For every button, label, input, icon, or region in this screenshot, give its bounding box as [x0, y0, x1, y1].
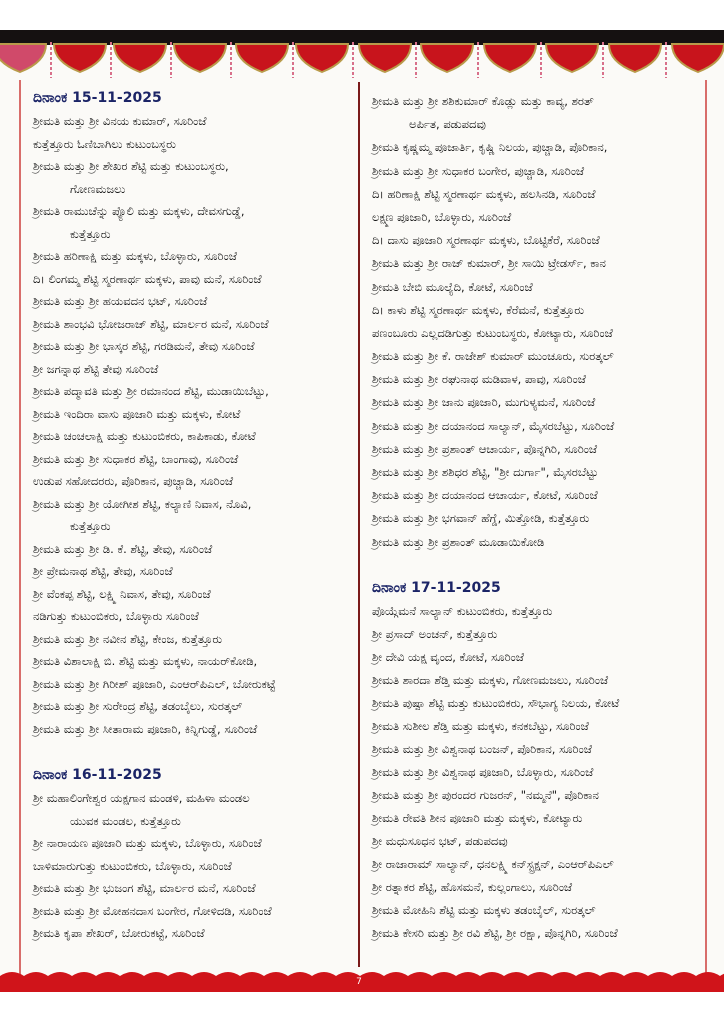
donor-entry: ಶ್ರೀಮತಿ ಮತ್ತು ಶ್ರೀ ವಿಶ್ವನಾಥ ಪೂಜಾರಿ, ಬೊಳ್ಳಾರು, ಸೂರಿಂಜೆ [372, 765, 594, 779]
donor-entry: ಶ್ರೀಮತಿ ಮತ್ತು ಶ್ರೀ ಸುರೇಂದ್ರ ಶೆಟ್ಟಿ, ತಡಂಬೈಲು, ಸುರತ್ಕಲ್ [33, 699, 243, 713]
donor-entry: ಶ್ರೀಮತಿ ಚಂಚಲಾಕ್ಷಿ ಮತ್ತು ಕುಟುಂಬಿಕರು, ಕಾಪಿಕಾಡು, ಕೋಟೆ [33, 429, 256, 443]
scallop [421, 44, 473, 72]
donor-entry-continuation: ಕುತ್ತೆತ್ತೂರು [70, 226, 111, 241]
scallop [114, 44, 166, 72]
donor-entry: ಶ್ರೀಮತಿ ಮತ್ತು ಶ್ರೀ ಭುಜಂಗ ಶೆಟ್ಟಿ, ಮಾರ್ಲರ ಮನೆ, ಸೂರಿಂಜೆ [33, 881, 256, 895]
donor-entry: ಶ್ರೀಮತಿ ಶಾಂಭವಿ ಭೋಜರಾಜ್ ಶೆಟ್ಟಿ, ಮಾರ್ಲರ ಮನೆ, ಸೂರಿಂಜೆ [33, 316, 269, 331]
donor-entry: ದಿ। ದಾಸು ಪೂಜಾರಿ ಸ್ಮರಣಾರ್ಥ ಮಕ್ಕಳು, ಬೊಟ್ಟಿಕೆರೆ, ಸೂರಿಂಜೆ [372, 233, 600, 248]
donor-entry: ಶ್ರೀಮತಿ ಪುಷ್ಪಾ ಶೆಟ್ಟಿ ಮತ್ತು ಕುಟುಂಬಿಕರು, ಸೌಭಾಗ್ಯ ನಿಲಯ, ಕೋಟೆ [372, 696, 620, 710]
scallop [54, 44, 106, 72]
scallop [672, 44, 724, 72]
donor-entry: ಶ್ರೀಮತಿ ಮತ್ತು ಶ್ರೀ ವಿಶ್ವನಾಥ ಬಂಜನ್, ಪೊರಿಕಾನ, ಸೂರಿಂಜೆ [372, 742, 592, 756]
donor-entry: ಶ್ರೀಮತಿ ಮತ್ತು ಶ್ರೀ ರಾಜ್ ಕುಮಾರ್, ಶ್ರೀ ಸಾಯಿ ಟ್ರೇಡರ್ಸ್, ಕಾನ [372, 256, 606, 271]
donor-entry: ಶ್ರೀಮತಿ ಶಾರದಾ ಶೆಡ್ತಿ ಮತ್ತು ಮಕ್ಕಳು, ಗೋಣಮಜಲು, ಸೂರಿಂಜೆ [372, 673, 609, 687]
donor-entry: ಶ್ರೀ ಮಧುಸೂಧನ ಭಟ್, ಪಡುಪದವು [372, 834, 508, 848]
donor-entry: ಶ್ರೀಮತಿ ಮತ್ತು ಶ್ರೀ ನವೀನ ಶೆಟ್ಟಿ, ಕೇಂಜ, ಕುತ್ತೆತ್ತೂರು [33, 631, 223, 646]
date-heading: ದಿನಾಂಕ 17-11-2025 [372, 580, 501, 596]
donor-entry: ನಡಿಗುತ್ತು ಕುಟುಂಬಿಕರು, ಬೊಳ್ಳಾರು ಸೂರಿಂಜೆ [33, 609, 199, 623]
donor-entry: ಶ್ರೀಮತಿ ಕೇಸರಿ ಮತ್ತು ಶ್ರೀ ರವಿ ಶೆಟ್ಟಿ, ಶ್ರೀ ರಕ್ಷಾ, ಪೊನ್ನಗಿರಿ, ಸೂರಿಂಜೆ [372, 926, 618, 940]
scallop [236, 44, 288, 72]
donor-entry: ಶ್ರೀಮತಿ ಸುಶೀಲ ಶೆಡ್ತಿ ಮತ್ತು ಮಕ್ಕಳು, ಕನಕಬೆಟ್ಟು, ಸೂರಿಂಜೆ [372, 719, 589, 733]
donor-entry: ಶ್ರೀಮತಿ ಮತ್ತು ಶ್ರೀ ವಿನಯ ಕುಮಾರ್, ಸೂರಿಂಜೆ [33, 114, 207, 128]
donor-entry: ಶ್ರೀಮತಿ ಮತ್ತು ಶ್ರೀ ದಯಾನಂದ ಆಚಾರ್ಯ, ಕೋಟೆ, ಸೂರಿಂಜೆ [372, 488, 598, 503]
scallop-border-decoration [0, 42, 724, 82]
donor-entry: ಶ್ರೀಮತಿ ಮತ್ತು ಶ್ರೀ ಪ್ರಶಾಂತ್ ಮೂಡಾಯಿಕೋಡಿ [372, 534, 545, 549]
scallop [546, 44, 598, 72]
donor-entry: ಶ್ರೀಮತಿ ಮತ್ತು ಶ್ರೀ ಶಶಿಕುಮಾರ್ ಕೊಡ್ಲು ಮತ್ತು ಕಾವ್ಯ, ಶರತ್ [372, 94, 594, 108]
section-16-11-2025-continued [372, 90, 614, 554]
scallop [609, 44, 661, 72]
date-heading: ದಿನಾಂಕ 16-11-2025 [33, 767, 162, 783]
left-border-line [19, 80, 21, 975]
donor-entry: ಶ್ರೀಮತಿ ಮತ್ತು ಶ್ರೀ ರಘುನಾಥ ಮಡಿವಾಳ, ಪಾವು, ಸೂರಿಂಜೆ [372, 372, 586, 387]
section-17-11-2025 [372, 576, 619, 945]
donor-entry: ಶ್ರೀಮತಿ ಮತ್ತು ಶ್ರೀ ಹಯವದನ ಭಟ್, ಸೂರಿಂಜೆ [33, 294, 208, 308]
donor-entry: ಶ್ರೀ ನಾರಾಯಣ ಪೂಜಾರಿ ಮತ್ತು ಮಕ್ಕಳು, ಬೊಳ್ಳಾರು, ಸೂರಿಂಜೆ [33, 836, 262, 850]
page-number: 7 [356, 977, 362, 987]
donor-entry-continuation: ಯುವಕ ಮಂಡಲ, ಕುತ್ತೆತ್ತೂರು [70, 813, 181, 828]
donor-entry: ಶ್ರೀಮತಿ ಮತ್ತು ಶ್ರೀ ಭಾಸ್ಕರ ಶೆಟ್ಟಿ, ಗರಡಿಮನೆ, ತೇವು ಸೂರಿಂಜೆ [33, 339, 255, 353]
section-15-11-2025 [33, 86, 276, 740]
donor-entry: ಶ್ರೀ ರತ್ನಾಕರ ಶೆಟ್ಟಿ, ಹೊಸಮನೆ, ಕುಲ್ಲಂಗಾಲು, ಸೂರಿಂಜೆ [372, 880, 573, 894]
donor-entry-continuation: ಅರ್ಪಿತ, ಪಡುಪದವು [409, 117, 486, 132]
donor-entry: ಶ್ರೀಮತಿ ಮತ್ತು ಶ್ರೀ ಸುಧಾಕರ ಶೆಟ್ಟಿ, ಬಾಂಗಾವು, ಸೂರಿಂಜೆ [33, 451, 239, 466]
donor-entry: ಶ್ರೀಮತಿ ಮತ್ತು ಶ್ರೀ ಪ್ರಶಾಂತ್ ಆಚಾರ್ಯ, ಪೊನ್ನಗಿರಿ, ಸೂರಿಂಜೆ [372, 441, 598, 456]
donor-entry: ಪೊಯ್ಗೆಮನೆ ಸಾಲ್ಯಾನ್ ಕುಟುಂಬಿಕರು, ಕುತ್ತೆತ್ತೂರು [372, 604, 553, 618]
donor-entry: ಶ್ರೀಮತಿ ಮತ್ತು ಶ್ರೀ ಗಿರೀಶ್ ಪೂಜಾರಿ, ಎಂಆರ್‌ಪಿಎಲ್, ಬೋರುಕಟ್ಟೆ [33, 676, 276, 691]
donor-entry: ಶ್ರೀ ಪ್ರೇಮನಾಥ ಶೆಟ್ಟಿ, ತೇವು, ಸೂರಿಂಜೆ [33, 564, 173, 578]
donor-entry: ಶ್ರೀ ಮಹಾಲಿಂಗೇಶ್ವರ ಯಕ್ಷಗಾನ ಮಂಡಳಿ, ಮಹಿಳಾ ಮಂಡಲ [33, 791, 250, 805]
donor-entry: ಶ್ರೀಮತಿ ಮತ್ತು ಶ್ರೀ ಜಾನು ಪೂಜಾರಿ, ಮುಗುಳ್ಯಮನೆ, ಸೂರಿಂಜೆ [372, 395, 596, 410]
donor-entry: ಬಾಳಿಮಾರುಗುತ್ತು ಕುಟುಂಬಿಕರು, ಬೊಳ್ಳಾರು, ಸೂರಿಂಜೆ [33, 858, 232, 873]
donor-entry-continuation: ಗೋಣಮಜಲು [70, 181, 126, 196]
donor-entry: ಶ್ರೀಮತಿ ಕೃಷ್ಣಮ್ಮ ಪೂಜಾರ್ತಿ, ಕೃಷ್ಣಿ ನಿಲಯ, ಪುಚ್ಚಾಡಿ, ಪೊರಿಕಾನ, [372, 140, 608, 155]
donor-entry: ಶ್ರೀ ಪ್ರಸಾದ್ ಅಂಚನ್, ಕುತ್ತೆತ್ತೂರು [372, 627, 498, 641]
donor-entry: ಶ್ರೀ ಜಗನ್ನಾಥ ಶೆಟ್ಟಿ ತೇವು ಸೂರಿಂಜೆ [33, 361, 159, 376]
donor-entry: ಶ್ರೀಮತಿ ಹರಿಣಾಕ್ಷಿ ಮತ್ತು ಮಕ್ಕಳು, ಬೊಳ್ಳಾರು, ಸೂರಿಂಜೆ [33, 249, 237, 263]
donor-entry: ದಿ। ಹರಿಣಾಕ್ಷಿ ಶೆಟ್ಟಿ ಸ್ಮರಣಾರ್ಥ ಮಕ್ಕಳು, ಹಲಸಿನಡಿ, ಸೂರಿಂಜೆ [372, 186, 596, 201]
donor-entry: ಪಣಂಬೂರು ಎಲ್ಲದಡಿಗುತ್ತು ಕುಟುಂಬಸ್ಥರು, ಕೋಟ್ಯಾರು, ಸೂರಿಂಜೆ [372, 325, 613, 340]
donor-entry: ಶ್ರೀಮತಿ ರೇವತಿ ಶೀನ ಪೂಜಾರಿ ಮತ್ತು ಮಕ್ಕಳು, ಕೋಟ್ಯಾರು [372, 811, 583, 825]
date-heading: ದಿನಾಂಕ 15-11-2025 [33, 90, 162, 106]
donor-entry: ಶ್ರೀಮತಿ ಮತ್ತು ಶ್ರೀ ಕೆ. ರಾಜೇಶ್ ಕುಮಾರ್ ಮುಂಚೂರು, ಸುರತ್ಕಲ್ [372, 349, 614, 364]
donor-entry: ಶ್ರೀಮತಿ ವಿಶಾಲಾಕ್ಷಿ ಬಿ. ಶೆಟ್ಟಿ ಮತ್ತು ಮಕ್ಕಳು, ನಾಯರ್‌ಕೋಡಿ, [33, 654, 258, 668]
right-border-line [705, 80, 707, 975]
donor-entry: ಶ್ರೀಮತಿ ಮತ್ತು ಶ್ರೀ ಮೋಹನದಾಸ ಬಂಗೇರ, ಗೋಳಿದಡಿ, ಸೂರಿಂಜೆ [33, 903, 272, 918]
donor-entry: ಶ್ರೀ ರಾಜಾರಾಮ್ ಸಾಲ್ಯಾನ್, ಧನಲಕ್ಷ್ಮಿ ಕನ್‌ಸ್ಟ್ರಕ್ಷನ್, ಎಂಆರ್‌ಪಿಎಲ್ [372, 857, 614, 871]
donor-entry: ಶ್ರೀಮತಿ ಮತ್ತು ಶ್ರೀ ಸೀತಾರಾಮ ಪೂಜಾರಿ, ಕಿನ್ನಿಗುಡ್ಡೆ, ಸೂರಿಂಜೆ [33, 721, 258, 736]
donor-entry: ಶ್ರೀ ದೇವಿ ಯಕ್ಷ ವೃಂದ, ಕೋಟೆ, ಸೂರಿಂಜೆ [372, 650, 524, 664]
donor-entry: ಲಕ್ಷ್ಮಣ ಪೂಜಾರಿ, ಬೊಳ್ಳಾರು, ಸೂರಿಂಜೆ [372, 209, 512, 224]
donor-entry: ಶ್ರೀಮತಿ ಮತ್ತು ಶ್ರೀ ಸುಧಾಕರ ಬಂಗೇರ, ಪುಚ್ಚಾಡಿ, ಸೂರಿಂಜೆ [372, 163, 585, 178]
donor-entry: ಶ್ರೀಮತಿ ಮತ್ತು ಶ್ರೀ ಪುರಂದರ ಗುಜರನ್, "ನಮ್ಮನೆ", ಪೊರಿಕಾನ [372, 788, 599, 802]
donor-entry: ಶ್ರೀಮತಿ ಕೃಪಾ ಶೇಖರ್, ಬೋರುಕಟ್ಟೆ, ಸೂರಿಂಜೆ [33, 926, 205, 940]
donor-entry: ಕುತ್ತೆತ್ತೂರು ಓಣಿಬಾಗಿಲು ಕುಟುಂಬಸ್ಥರು [33, 136, 176, 151]
donor-entry: ಶ್ರೀಮತಿ ಪದ್ಮಾವತಿ ಮತ್ತು ಶ್ರೀ ರಮಾನಂದ ಶೆಟ್ಟಿ, ಮುಡಾಯಿಬೆಟ್ಟು, [33, 384, 269, 398]
scallop [359, 44, 411, 72]
donor-entry: ಶ್ರೀಮತಿ ಮೋಹಿನಿ ಶೆಟ್ಟಿ ಮತ್ತು ಮಕ್ಕಳು ತಡಂಬೈಲ್, ಸುರತ್ಕಲ್ [372, 903, 596, 917]
donor-entry: ದಿ। ಲಿಂಗಮ್ಮ ಶೆಟ್ಟಿ ಸ್ಮರಣಾರ್ಥ ಮಕ್ಕಳು, ಪಾವು ಮನೆ, ಸೂರಿಂಜೆ [33, 271, 262, 286]
donor-entry: ಉಡುಪ ಸಹೋದರರು, ಪೊರಿಕಾನ, ಪುಚ್ಚಾಡಿ, ಸೂರಿಂಜೆ [33, 474, 234, 488]
donor-entry: ಶ್ರೀಮತಿ ಮತ್ತು ಶ್ರೀ ಶಶಿಧರ ಶೆಟ್ಟಿ, "ಶ್ರೀ ದುರ್ಗಾ", ಮೈಸರಬೆಟ್ಟು [372, 465, 599, 479]
donor-entry: ಶ್ರೀಮತಿ ರಾಮುಚೆನ್ನು ಪ್ಯೊಲಿ ಮತ್ತು ಮಕ್ಕಳು, ದೇವಸಗುಡ್ಡೆ, [33, 204, 245, 218]
donor-entry: ಶ್ರೀಮತಿ ಮತ್ತು ಶ್ರೀ ಯೋಗೀಶ ಶೆಟ್ಟಿ, ಕಲ್ಯಾಣಿ ನಿವಾಸ, ನೊವಿ, [33, 496, 252, 511]
donor-entry: ದಿ। ಕಾಳು ಶೆಟ್ಟಿ ಸ್ಮರಣಾರ್ಥ ಮಕ್ಕಳು, ಕೆರೆಮನೆ, ಕುತ್ತೆತ್ತೂರು [372, 302, 584, 317]
donor-entry-continuation: ಕುತ್ತೆತ್ತೂರು [70, 519, 111, 533]
column-divider [358, 82, 360, 967]
scallop [484, 44, 536, 72]
donor-entry: ಶ್ರೀಮತಿ ಮತ್ತು ಶ್ರೀ ದಯಾನಂದ ಸಾಲ್ಯಾನ್, ಮೈಸರಬೆಟ್ಟು, ಸೂರಿಂಜೆ [372, 418, 615, 433]
scallop [174, 44, 226, 72]
donor-entry: ಶ್ರೀಮತಿ ಬೇಬಿ ಮೂಲ್ಯೆದಿ, ಕೋಟೆ, ಸೂರಿಂಜೆ [372, 279, 533, 294]
donor-entry: ಶ್ರೀಮತಿ ಮತ್ತು ಶ್ರೀ ಡಿ. ಕೆ. ಶೆಟ್ಟಿ, ತೇವು, ಸೂರಿಂಜೆ [33, 541, 213, 556]
donor-entry: ಶ್ರೀಮತಿ ಮತ್ತು ಶ್ರೀ ಶೇಖರ ಶೆಟ್ಟಿ ಮತ್ತು ಕುಟುಂಬಸ್ಥರು, [33, 159, 229, 173]
donor-entry: ಶ್ರೀ ವೆಂಕಪ್ಪ ಶೆಟ್ಟಿ, ಲಕ್ಷ್ಮಿ ನಿವಾಸ, ತೇವು, ಸೂರಿಂಜೆ [33, 586, 211, 601]
scallop [0, 44, 46, 72]
donor-entry: ಶ್ರೀಮತಿ ಇಂದಿರಾ ವಾಸು ಪೂಜಾರಿ ಮತ್ತು ಮಕ್ಕಳು, ಕೋಟೆ [33, 406, 241, 421]
donor-entry: ಶ್ರೀಮತಿ ಮತ್ತು ಶ್ರೀ ಭಗವಾನ್ ಹೆಗ್ಡೆ, ಮಿತ್ತೋಡಿ, ಕುತ್ತೆತ್ತೂರು [372, 511, 590, 526]
scallop [296, 44, 348, 72]
section-16-11-2025 [33, 763, 272, 945]
